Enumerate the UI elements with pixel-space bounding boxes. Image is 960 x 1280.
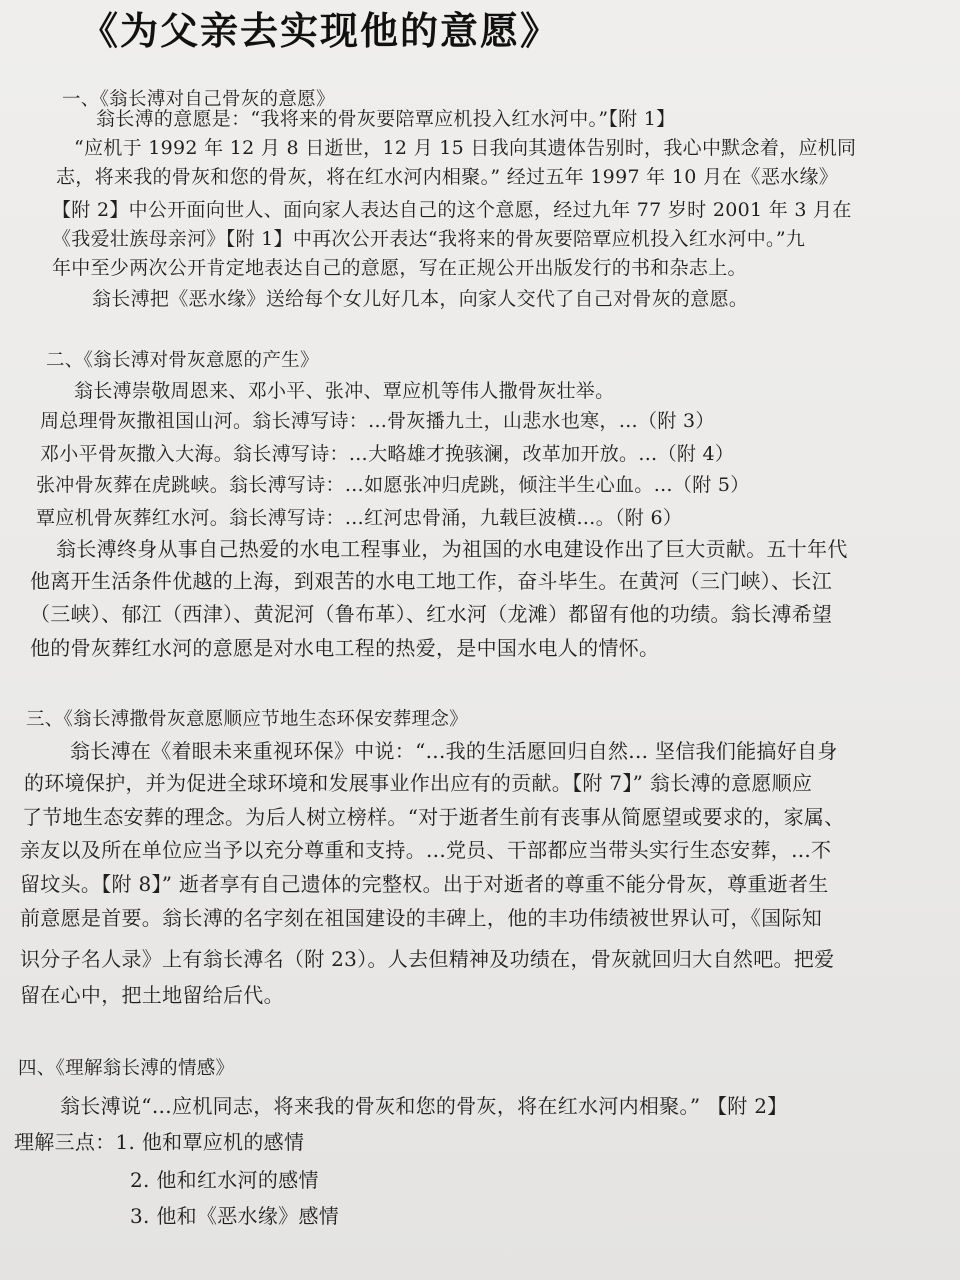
section-2-line-4: 张冲骨灰葬在虎跳峡。翁长溥写诗：…如愿张冲归虎跳，倾注半生心血。…（附 5） (36, 474, 750, 496)
section-4-line-2: 理解三点：1. 他和覃应机的感情 (14, 1130, 305, 1154)
section-3-line-3: 了节地生态安葬的理念。为后人树立榜样。“对于逝者生前有丧事从简愿望或要求的，家属、 (22, 805, 845, 829)
section-3-line-5: 留坟头。【附 8】” 逝者享有自己遗体的完整权。出于对逝者的尊重不能分骨灰，尊重逝者生 (20, 872, 829, 896)
section-1-line-3: 志，将来我的骨灰和您的骨灰，将在红水河内相聚。” 经过五年 1997 年 10 月在《恶水缘》 (56, 166, 839, 188)
section-2-line-8: （三峡）、郁江（西津）、黄泥河（鲁布革）、红水河（龙滩）都留有他的功绩。翁长溥希望 (30, 602, 833, 626)
section-4-line-3: 2. 他和红水河的感情 (130, 1168, 319, 1192)
section-2-heading: 二、《翁长溥对骨灰意愿的产生》 (46, 350, 319, 371)
section-1-line-5: 《我爱壮族母亲河》【附 1】中再次公开表达“我将来的骨灰要陪覃应机投入红水河中。”九 (52, 228, 806, 250)
section-3-line-4: 亲友以及所在单位应当予以充分尊重和支持。...党员、干部都应当带头实行生态安葬，...不 (20, 838, 832, 862)
document-title: 《为父亲去实现他的意愿》 (80, 8, 561, 53)
section-3-line-6: 前意愿是首要。翁长溥的名字刻在祖国建设的丰碑上，他的丰功伟绩被世界认可，《国际知 (20, 906, 822, 930)
section-3-heading: 三、《翁长溥撒骨灰意愿顺应节地生态环保安葬理念》 (26, 709, 468, 730)
section-4-line-1: 翁长溥说“…应机同志，将来我的骨灰和您的骨灰，将在红水河内相聚。” 【附 2】 (60, 1094, 788, 1118)
section-2-line-5: 覃应机骨灰葬红水河。翁长溥写诗：…红河忠骨涌，九载巨波横…。（附 6） (36, 507, 683, 529)
section-1-line-2: “应机于 1992 年 12 月 8 日逝世，12 月 15 日我向其遗体告别时，我心中默念着，应机同 (74, 137, 857, 159)
section-1-line-4: 【附 2】中公开面向世人、面向家人表达自己的这个意愿，经过九年 77 岁时 2001 年 3 月在 (52, 199, 852, 221)
section-2-line-3: 邓小平骨灰撒入大海。翁长溥写诗：…大略雄才挽骇澜，改革加开放。…（附 4） (40, 443, 735, 465)
section-1-line-7: 翁长溥把《恶水缘》送给每个女儿好几本，向家人交代了自己对骨灰的意愿。 (92, 288, 749, 310)
section-3-line-7: 识分子名人录》上有翁长溥名（附 23）。人去但精神及功绩在，骨灰就回归大自然吧。把爱 (20, 947, 835, 971)
section-3-line-8: 留在心中，把土地留给后代。 (20, 983, 284, 1007)
section-1-line-6: 年中至少两次公开肯定地表达自己的意愿，写在正规公开出版发行的书和杂志上。 (52, 257, 747, 279)
section-1-heading: 一、《翁长溥对自己骨灰的意愿》 (62, 89, 335, 110)
section-3-line-1: 翁长溥在《着眼未来重视环保》中说：“...我的生活愿回归自然... 坚信我们能搞好自身 (70, 739, 838, 763)
section-4-line-4: 3. 他和《恶水缘》感情 (130, 1204, 340, 1228)
section-2-line-2: 周总理骨灰撒祖国山河。翁长溥写诗：...骨灰播九土，山悲水也寒，…（附 3） (40, 410, 715, 432)
section-2-line-7: 他离开生活条件优越的上海，到艰苦的水电工地工作，奋斗毕生。在黄河（三门峡）、长江 (30, 569, 832, 593)
section-1-line-1: 翁长溥的意愿是：“我将来的骨灰要陪覃应机投入红水河中。”【附 1】 (96, 108, 676, 130)
section-2-line-1: 翁长溥崇敬周恩来、邓小平、张冲、覃应机等伟人撒骨灰壮举。 (74, 380, 615, 402)
section-2-line-9: 他的骨灰葬红水河的意愿是对水电工程的热爱，是中国水电人的情怀。 (30, 636, 660, 660)
section-2-line-6: 翁长溥终身从事自己热爱的水电工程事业，为祖国的水电建设作出了巨大贡献。五十年代 (56, 537, 848, 561)
section-4-heading: 四、《理解翁长溥的情感》 (18, 1058, 235, 1079)
section-3-line-2: 的环境保护，并为促进全球环境和发展事业作出应有的贡献。【附 7】” 翁长溥的意愿顺应 (24, 771, 813, 795)
